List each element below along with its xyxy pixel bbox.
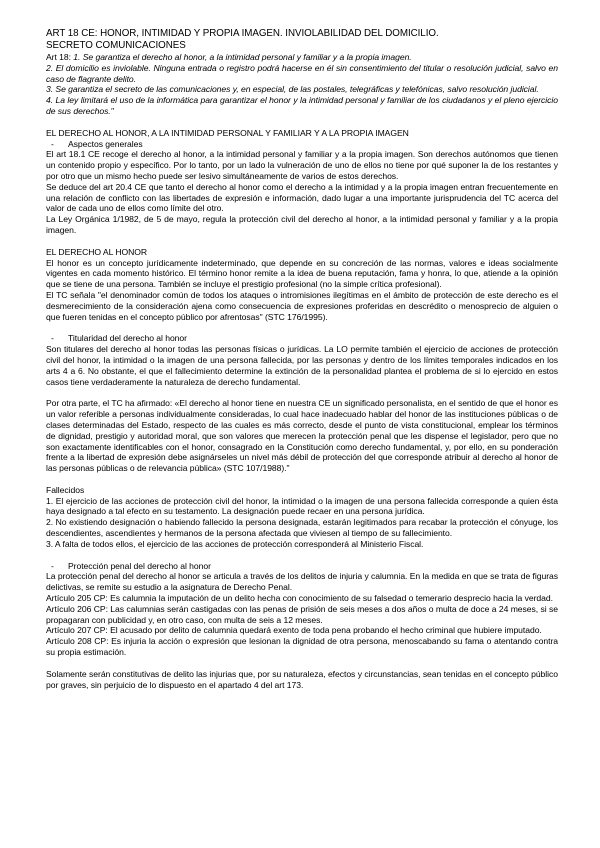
section2-paragraph-1: El honor es un concepto jurídicamente indeterminado, que depende en su concreción de las normas, valores e ideas socialmente vigentes en cada momento histórico. El término honor remite a la idea de buena reputación, fama y honra, lo que, atiende a la opinión que se tiene de una persona. También se incluye el prestigio profesional (no la simple crítica profesional). bbox=[46, 257, 558, 290]
subheading-titularidad bbox=[46, 333, 558, 344]
bullet-dash: - bbox=[51, 333, 54, 344]
document-title: ART 18 CE: HONOR, INTIMIDAD Y PROPIA IMAGEN. INVIOLABILIDAD DEL DOMICILIO. bbox=[46, 28, 439, 39]
fallecidos-item-3: 3. A falta de todos ellos, el ejercicio de las acciones de protección corresponderá al Ministerio Fiscal. bbox=[46, 538, 424, 549]
article-207: Artículo 207 CP: El acusado por delito de calumnia quedará exento de toda pena probando el hecho criminal que hubiere imputado. bbox=[46, 625, 542, 636]
section1-paragraph-1: El art 18.1 CE recoge el derecho al honor, a la intimidad personal y familiar y a la propia imagen. Son derechos autónomos que tienen un contenido propio y específico. Por lo tanto, por un lado la vulneración de uno de ellos no tiene por qué suponer la de los restantes y por otro que un mismo hecho puede ser lesivo simultáneamente de varios de estos derechos. bbox=[46, 149, 558, 181]
fallecidos-heading: Fallecidos bbox=[46, 484, 85, 495]
subheading-aspectos bbox=[46, 139, 558, 150]
subheading-aspectos-label: Aspectos generales bbox=[68, 138, 143, 149]
section1-paragraph-3: La Ley Orgánica 1/1982, de 5 de mayo, regula la protección civil del derecho al honor, a la intimidad personal y familiar y a la propia imagen. bbox=[46, 214, 558, 235]
bullet-dash: - bbox=[51, 560, 54, 571]
fallecidos-item-2: 2. No existiendo designación o habiendo fallecido la persona designada, estarán legitimados para recabar la protección el cónyuge, los descendientes, ascendientes y hermanos de la persona afectada que viviesen al tiempo de su fallecimiento. bbox=[46, 517, 558, 539]
penal-final-paragraph: Solamente serán constitutivas de delito las injurias que, por su naturaleza, efectos y circunstancias, sean tenidas en el concepto público por graves, sin perjuicio de lo dispuesto en el apartado 4 del art 173. bbox=[46, 668, 558, 690]
article-paragraph-3: 3. Se garantiza el secreto de las comunicaciones y, en especial, de las postales, telegráficas y telefónicas, salvo resolución judicial. bbox=[46, 84, 539, 95]
article-paragraph-4: 4. La ley limitará el uso de la informática para garantizar el honor y la intimidad personal y familiar de los ciudadanos y el pleno ejercicio de sus derechos." bbox=[46, 95, 558, 116]
article-paragraph-2: 2. El domicilio es inviolable. Ninguna entrada o registro podrá hacerse en él sin consentimiento del titular o resolución judicial, salvo en caso de flagrante delito. bbox=[46, 62, 558, 84]
article-text-1: 1. Se garantiza el derecho al honor, a la intimidad personal y familiar y a la propia imagen. bbox=[70, 52, 412, 62]
penal-paragraph-1: La protección penal del derecho al honor se articula a través de los delitos de injuria y calumnia. En la medida en que se trata de figuras delictivas, se remite su estudio a la asignatura de Derecho Penal. bbox=[46, 571, 558, 593]
section1-paragraph-2: Se deduce del art 20.4 CE que tanto el derecho al honor como el derecho a la intimidad y a la propia imagen entran frecuentemente en una relación de conflicto con las libertades de expresión e información, dado lugar a una importante jurisprudencia del TC acerca del valor de cada uno de ellos como límite del otro. bbox=[46, 181, 558, 214]
section2-paragraph-4: Por otra parte, el TC ha afirmado: «El derecho al honor tiene en nuestra CE un significado personalista, en el sentido de que el honor es un valor referible a personas individualmente consideradas, lo cual hace inadecuado hablar del honor de las instituciones públicas o de clases determinadas del Estado, respecto de las cuales es más correcto, desde el punto de vista constitucional, emplear los términos de dignidad, prestigio y autoridad moral, que son valores que merecen la protección penal que les dispense el legislador, pero que no son exactamente identificables con el honor, consagrado en la Constitución como derecho fundamental, y, por ello, en su ponderación frente a la libertad de expresión debe asignárseles un nivel más débil de protección del que corresponde atribuir al derecho al honor de las personas públicas o de relevancia pública» (STC 107/1988)." bbox=[46, 398, 558, 474]
subheading-proteccion-penal bbox=[46, 561, 558, 572]
article-205: Artículo 205 CP: Es calumnia la imputación de un delito hecha con conocimiento de su falsedad o temerario desprecio hacia la verdad. bbox=[46, 593, 553, 604]
section2-paragraph-3: Son titulares del derecho al honor todas las personas físicas o jurídicas. La LO permite también el ejercicio de acciones de protección civil del honor, la intimidad o la imagen de una persona fallecida, por las personas y dentro de los límites temporales indicados en los arts 4 a 6. No obstante, el que el fallecimiento determine la extinción de la personalidad plantea el problema de si lo ejercido en estos casos tiene verdaderamente la naturaleza de derecho fundamental. bbox=[46, 344, 558, 387]
fallecidos-item-1: 1. El ejercicio de las acciones de protección civil del honor, la intimidad o la imagen de una persona fallecida corresponde a quien ésta haya designado a tal efecto en su testamento. La designación puede recaer en una persona jurídica. bbox=[46, 495, 558, 517]
bullet-dash: - bbox=[51, 138, 54, 149]
document-page bbox=[46, 28, 558, 690]
section-heading-honor-intimidad: EL DERECHO AL HONOR, A LA INTIMIDAD PERSONAL Y FAMILIAR Y A LA PROPIA IMAGEN bbox=[46, 127, 409, 138]
article-206: Artículo 206 CP: Las calumnias serán castigadas con las penas de prisión de seis meses a dos años o multa de doce a 24 meses, si se propagaran con publicidad y, en otro caso, con multa de seis a 12 meses. bbox=[46, 603, 558, 625]
subheading-proteccion-penal-label: Protección penal del derecho al honor bbox=[68, 560, 211, 571]
article-208: Artículo 208 CP: Es injuria la acción o expresión que lesionan la dignidad de otra persona, menoscabando su fama o atentando contra su propia estimación. bbox=[46, 636, 558, 658]
section-heading-honor: EL DERECHO AL HONOR bbox=[46, 246, 148, 257]
article-label: Art 18: bbox=[46, 52, 71, 62]
document-subtitle: SECRETO COMUNICACIONES bbox=[46, 40, 186, 51]
subheading-titularidad-label: Titularidad del derecho al honor bbox=[68, 333, 187, 344]
article-paragraph-1 bbox=[46, 52, 558, 63]
section2-paragraph-2: El TC señala "el denominador común de todos los ataques o intromisiones ilegítimas en el ámbito de protección de este derecho es el desmerecimiento de la consideración ajena como consecuencia de expresiones proferidas en descrédito o menosprecio de alguien o que fueren tenidas en el concepto público por afrentosas" (STC 176/1995). bbox=[46, 289, 558, 322]
